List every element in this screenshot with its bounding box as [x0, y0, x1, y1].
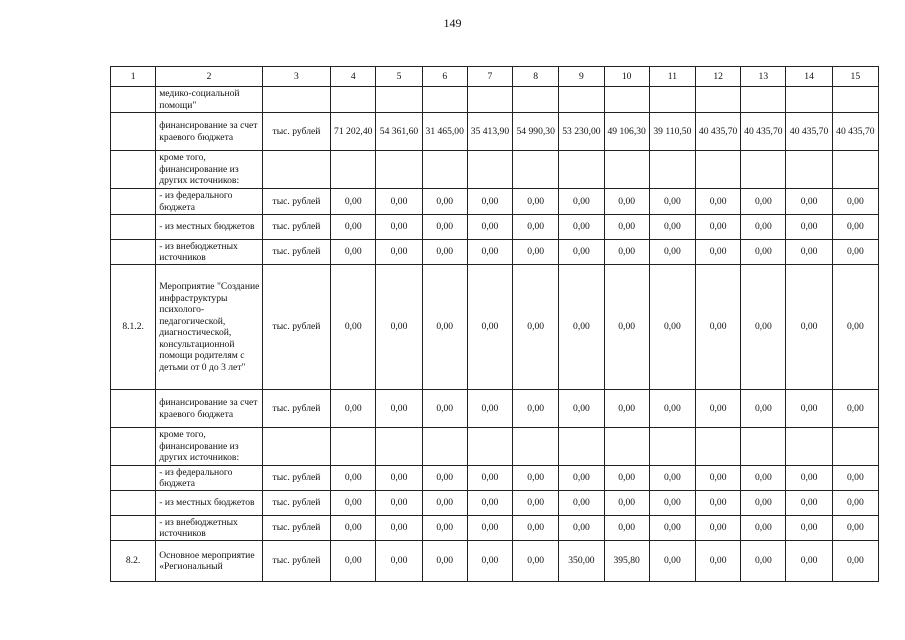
unit-cell	[262, 428, 330, 466]
table-row	[111, 215, 879, 240]
unit-cell: тыс. рублей	[262, 541, 330, 582]
row-description-cell: - из внебюджетных источников	[156, 240, 263, 265]
value-cell: 0,00	[331, 189, 376, 215]
value-cell: 0,00	[649, 491, 695, 516]
header-cell: 10	[604, 67, 649, 87]
value-cell	[422, 87, 467, 113]
value-cell: 54 361,60	[376, 113, 422, 151]
value-cell	[559, 87, 604, 113]
value-cell: 0,00	[376, 240, 422, 265]
value-cell: 0,00	[832, 491, 878, 516]
table-row	[111, 390, 879, 428]
table-row	[111, 428, 879, 466]
row-number-cell	[111, 240, 156, 265]
value-cell: 0,00	[422, 466, 467, 491]
value-cell: 0,00	[604, 189, 649, 215]
value-cell: 0,00	[649, 240, 695, 265]
value-cell: 0,00	[513, 491, 559, 516]
value-cell: 0,00	[467, 466, 512, 491]
unit-cell: тыс. рублей	[262, 466, 330, 491]
value-cell	[331, 151, 376, 189]
value-cell: 0,00	[422, 390, 467, 428]
value-cell	[422, 428, 467, 466]
value-cell	[786, 87, 832, 113]
table-row	[111, 87, 879, 113]
unit-cell	[262, 87, 330, 113]
value-cell: 0,00	[832, 541, 878, 582]
table-row	[111, 189, 879, 215]
value-cell: 0,00	[422, 541, 467, 582]
header-cell: 3	[262, 67, 330, 87]
table-row	[111, 491, 879, 516]
value-cell: 0,00	[649, 541, 695, 582]
value-cell: 0,00	[559, 265, 604, 390]
row-description-cell: кроме того, финансирование из других источников:	[156, 151, 263, 189]
value-cell	[832, 87, 878, 113]
row-description-cell: - из местных бюджетов	[156, 215, 263, 240]
value-cell	[604, 151, 649, 189]
value-cell: 40 435,70	[786, 113, 832, 151]
row-number-cell	[111, 189, 156, 215]
value-cell: 350,00	[559, 541, 604, 582]
value-cell: 0,00	[604, 516, 649, 541]
value-cell: 0,00	[467, 516, 512, 541]
value-cell	[649, 151, 695, 189]
value-cell: 0,00	[513, 516, 559, 541]
row-description-cell: Основное мероприятие «Региональный	[156, 541, 263, 582]
value-cell: 0,00	[376, 466, 422, 491]
table-row	[111, 516, 879, 541]
value-cell: 0,00	[696, 390, 741, 428]
value-cell: 0,00	[649, 265, 695, 390]
value-cell: 0,00	[422, 215, 467, 240]
header-cell: 2	[156, 67, 263, 87]
page-number: 149	[443, 16, 462, 30]
value-cell: 0,00	[331, 466, 376, 491]
unit-cell: тыс. рублей	[262, 390, 330, 428]
value-cell	[741, 87, 786, 113]
value-cell: 0,00	[376, 265, 422, 390]
header-cell: 6	[422, 67, 467, 87]
header-cell: 13	[741, 67, 786, 87]
value-cell	[649, 87, 695, 113]
value-cell: 0,00	[741, 265, 786, 390]
value-cell	[604, 428, 649, 466]
value-cell	[786, 151, 832, 189]
value-cell: 0,00	[331, 491, 376, 516]
value-cell	[559, 151, 604, 189]
header-cell: 9	[559, 67, 604, 87]
row-description-cell: кроме того, финансирование из других источников:	[156, 428, 263, 466]
value-cell: 0,00	[649, 215, 695, 240]
value-cell: 0,00	[604, 491, 649, 516]
value-cell	[331, 428, 376, 466]
value-cell: 0,00	[559, 240, 604, 265]
value-cell: 0,00	[832, 516, 878, 541]
value-cell: 0,00	[376, 541, 422, 582]
value-cell: 0,00	[696, 491, 741, 516]
value-cell: 0,00	[832, 390, 878, 428]
value-cell: 53 230,00	[559, 113, 604, 151]
value-cell	[649, 428, 695, 466]
value-cell: 0,00	[376, 215, 422, 240]
value-cell: 0,00	[422, 240, 467, 265]
value-cell: 0,00	[696, 516, 741, 541]
unit-cell: тыс. рублей	[262, 491, 330, 516]
value-cell: 0,00	[741, 491, 786, 516]
value-cell: 0,00	[559, 491, 604, 516]
value-cell	[741, 151, 786, 189]
value-cell: 0,00	[786, 265, 832, 390]
value-cell: 0,00	[467, 215, 512, 240]
value-cell	[696, 151, 741, 189]
value-cell: 0,00	[376, 516, 422, 541]
value-cell: 0,00	[467, 265, 512, 390]
row-description-cell: финансирование за счет краевого бюджета	[156, 390, 263, 428]
value-cell: 0,00	[604, 215, 649, 240]
value-cell: 0,00	[832, 215, 878, 240]
row-number-cell	[111, 428, 156, 466]
value-cell: 0,00	[786, 390, 832, 428]
value-cell: 0,00	[649, 189, 695, 215]
unit-cell: тыс. рублей	[262, 215, 330, 240]
value-cell: 39 110,50	[649, 113, 695, 151]
value-cell	[832, 151, 878, 189]
value-cell: 0,00	[786, 491, 832, 516]
value-cell: 40 435,70	[741, 113, 786, 151]
value-cell: 0,00	[649, 390, 695, 428]
value-cell: 0,00	[832, 466, 878, 491]
value-cell: 0,00	[741, 215, 786, 240]
value-cell	[559, 428, 604, 466]
value-cell: 0,00	[832, 189, 878, 215]
row-description-cell: медико-социальной помощи"	[156, 87, 263, 113]
row-number-cell	[111, 113, 156, 151]
value-cell: 0,00	[331, 240, 376, 265]
value-cell: 0,00	[604, 265, 649, 390]
row-number-cell	[111, 516, 156, 541]
row-number-cell	[111, 151, 156, 189]
value-cell: 0,00	[559, 516, 604, 541]
unit-cell: тыс. рублей	[262, 240, 330, 265]
value-cell: 0,00	[741, 466, 786, 491]
value-cell: 0,00	[467, 390, 512, 428]
header-cell: 1	[111, 67, 156, 87]
value-cell	[832, 428, 878, 466]
value-cell: 0,00	[422, 491, 467, 516]
table-row	[111, 151, 879, 189]
header-cell: 11	[649, 67, 695, 87]
value-cell: 0,00	[559, 466, 604, 491]
value-cell	[513, 151, 559, 189]
value-cell: 71 202,40	[331, 113, 376, 151]
value-cell: 0,00	[696, 189, 741, 215]
value-cell	[467, 428, 512, 466]
value-cell: 0,00	[376, 390, 422, 428]
unit-cell: тыс. рублей	[262, 516, 330, 541]
value-cell: 0,00	[331, 541, 376, 582]
value-cell: 0,00	[331, 265, 376, 390]
value-cell	[422, 151, 467, 189]
value-cell: 0,00	[741, 390, 786, 428]
value-cell	[513, 87, 559, 113]
table-row	[111, 265, 879, 390]
value-cell	[376, 428, 422, 466]
value-cell	[604, 87, 649, 113]
value-cell: 49 106,30	[604, 113, 649, 151]
header-row	[111, 67, 879, 87]
value-cell: 0,00	[422, 265, 467, 390]
row-description-cell: Мероприятие "Создание инфраструктуры психолого-педагогической, диагностической, консультационной помощи родителям с детьми от 0 до 3 лет"	[156, 265, 263, 390]
value-cell: 0,00	[604, 466, 649, 491]
row-number-cell	[111, 87, 156, 113]
value-cell: 0,00	[467, 240, 512, 265]
value-cell: 0,00	[696, 215, 741, 240]
value-cell: 0,00	[649, 516, 695, 541]
value-cell: 0,00	[832, 265, 878, 390]
header-cell: 15	[832, 67, 878, 87]
value-cell: 0,00	[696, 541, 741, 582]
value-cell: 0,00	[786, 466, 832, 491]
table-row	[111, 466, 879, 491]
value-cell: 0,00	[513, 215, 559, 240]
value-cell: 0,00	[331, 390, 376, 428]
header-cell: 14	[786, 67, 832, 87]
row-number-cell	[111, 215, 156, 240]
value-cell: 0,00	[467, 189, 512, 215]
table-row	[111, 240, 879, 265]
value-cell	[513, 428, 559, 466]
value-cell: 0,00	[513, 189, 559, 215]
value-cell	[467, 151, 512, 189]
value-cell: 0,00	[786, 215, 832, 240]
value-cell: 0,00	[786, 189, 832, 215]
value-cell: 40 435,70	[832, 113, 878, 151]
value-cell: 40 435,70	[696, 113, 741, 151]
value-cell: 0,00	[741, 541, 786, 582]
value-cell	[741, 428, 786, 466]
unit-cell: тыс. рублей	[262, 113, 330, 151]
value-cell	[376, 151, 422, 189]
header-cell: 4	[331, 67, 376, 87]
row-description-cell: - из внебюджетных источников	[156, 516, 263, 541]
header-cell: 5	[376, 67, 422, 87]
value-cell: 0,00	[649, 466, 695, 491]
row-number-cell	[111, 466, 156, 491]
value-cell: 0,00	[741, 189, 786, 215]
row-number-cell	[111, 491, 156, 516]
unit-cell: тыс. рублей	[262, 189, 330, 215]
value-cell: 0,00	[559, 189, 604, 215]
value-cell: 0,00	[467, 491, 512, 516]
row-number-cell: 8.2.	[111, 541, 156, 582]
value-cell	[467, 87, 512, 113]
value-cell: 0,00	[513, 541, 559, 582]
value-cell: 0,00	[604, 240, 649, 265]
value-cell: 35 413,90	[467, 113, 512, 151]
row-description-cell: - из федерального бюджета	[156, 189, 263, 215]
value-cell: 0,00	[513, 265, 559, 390]
value-cell: 0,00	[513, 466, 559, 491]
row-description-cell: финансирование за счет краевого бюджета	[156, 113, 263, 151]
row-description-cell: - из местных бюджетов	[156, 491, 263, 516]
value-cell: 0,00	[832, 240, 878, 265]
value-cell: 0,00	[467, 541, 512, 582]
value-cell: 0,00	[696, 466, 741, 491]
value-cell	[696, 87, 741, 113]
budget-table	[110, 66, 879, 582]
value-cell: 0,00	[559, 390, 604, 428]
value-cell: 0,00	[331, 215, 376, 240]
unit-cell: тыс. рублей	[262, 265, 330, 390]
unit-cell	[262, 151, 330, 189]
value-cell	[696, 428, 741, 466]
table-row	[111, 113, 879, 151]
value-cell: 0,00	[513, 390, 559, 428]
table-row	[111, 541, 879, 582]
value-cell: 0,00	[513, 240, 559, 265]
value-cell: 0,00	[786, 516, 832, 541]
header-cell: 12	[696, 67, 741, 87]
value-cell: 0,00	[422, 189, 467, 215]
value-cell: 395,80	[604, 541, 649, 582]
value-cell	[786, 428, 832, 466]
header-cell: 8	[513, 67, 559, 87]
value-cell: 0,00	[331, 516, 376, 541]
value-cell: 0,00	[696, 240, 741, 265]
value-cell: 0,00	[741, 240, 786, 265]
row-number-cell: 8.1.2.	[111, 265, 156, 390]
value-cell	[376, 87, 422, 113]
value-cell	[331, 87, 376, 113]
value-cell: 0,00	[376, 491, 422, 516]
header-cell: 7	[467, 67, 512, 87]
row-number-cell	[111, 390, 156, 428]
value-cell: 0,00	[741, 516, 786, 541]
value-cell: 31 465,00	[422, 113, 467, 151]
value-cell: 54 990,30	[513, 113, 559, 151]
value-cell: 0,00	[786, 240, 832, 265]
value-cell: 0,00	[696, 265, 741, 390]
value-cell: 0,00	[376, 189, 422, 215]
value-cell: 0,00	[604, 390, 649, 428]
value-cell: 0,00	[559, 215, 604, 240]
row-description-cell: - из федерального бюджета	[156, 466, 263, 491]
value-cell: 0,00	[786, 541, 832, 582]
value-cell: 0,00	[422, 516, 467, 541]
